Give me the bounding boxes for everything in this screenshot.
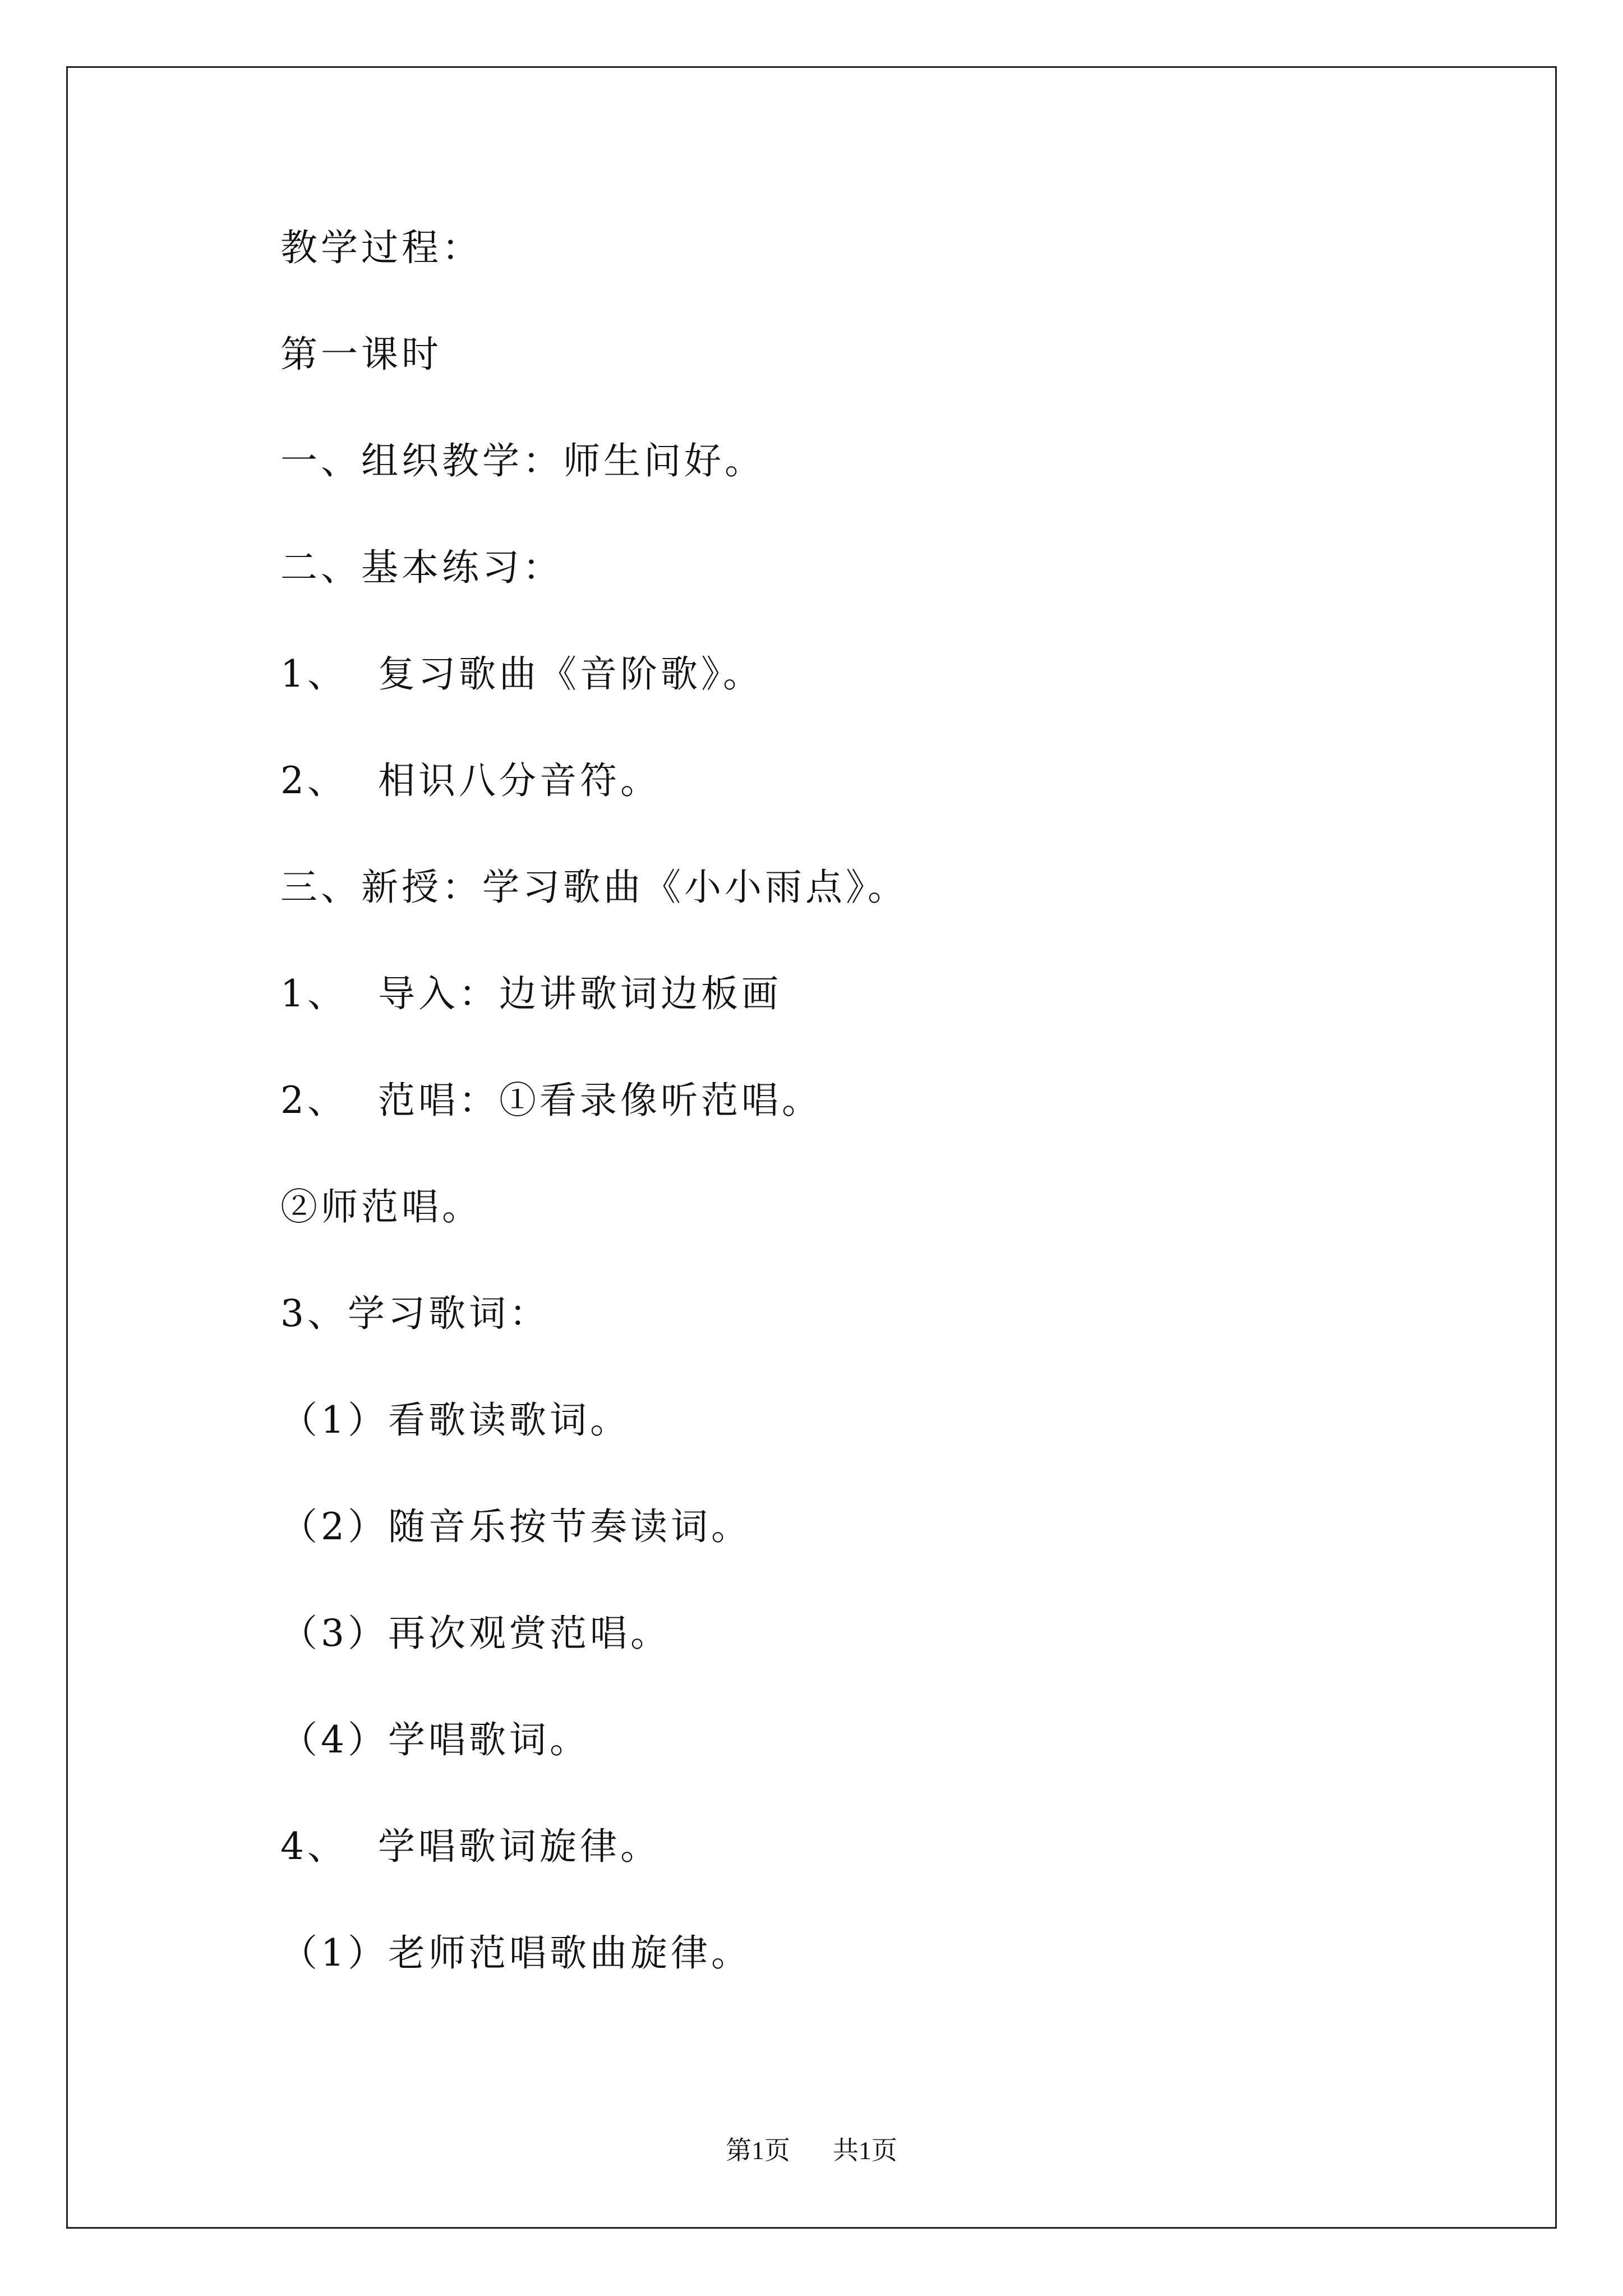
text-line: （4）学唱歌词。	[280, 1718, 590, 1761]
text-line: （3）再次观赏范唱。	[280, 1612, 671, 1655]
page-number-total: 共1页	[833, 2136, 897, 2165]
text-line: 第一课时	[280, 333, 442, 376]
text-line: （1）看歌读歌词。	[280, 1398, 630, 1442]
text-line: 一、组织教学：师生问好。	[280, 439, 765, 482]
text-line: ②师范唱。	[280, 1185, 482, 1228]
page-border	[66, 66, 1557, 2229]
text-line: 1、 复习歌曲《音阶歌》。	[280, 652, 763, 696]
page-footer	[0, 2135, 1623, 2166]
text-line: 2、 范唱：①看录像听范唱。	[280, 1079, 822, 1122]
text-line: （1）老师范唱歌曲旋律。	[280, 1931, 751, 1975]
text-line: 1、 导入：边讲歌词边板画	[280, 972, 782, 1015]
text-line: 三、新授：学习歌曲《小小雨点》。	[280, 866, 908, 909]
text-line: （2）随音乐按节奏读词。	[280, 1505, 751, 1548]
page-number-current: 第1页	[726, 2136, 790, 2165]
text-line: 二、基本练习：	[280, 546, 563, 589]
text-line: 3、学习歌词：	[280, 1292, 550, 1335]
text-line: 2、 相识八分音符。	[280, 759, 661, 802]
text-line: 教学过程：	[280, 226, 482, 269]
text-line: 4、 学唱歌词旋律。	[280, 1825, 661, 1868]
